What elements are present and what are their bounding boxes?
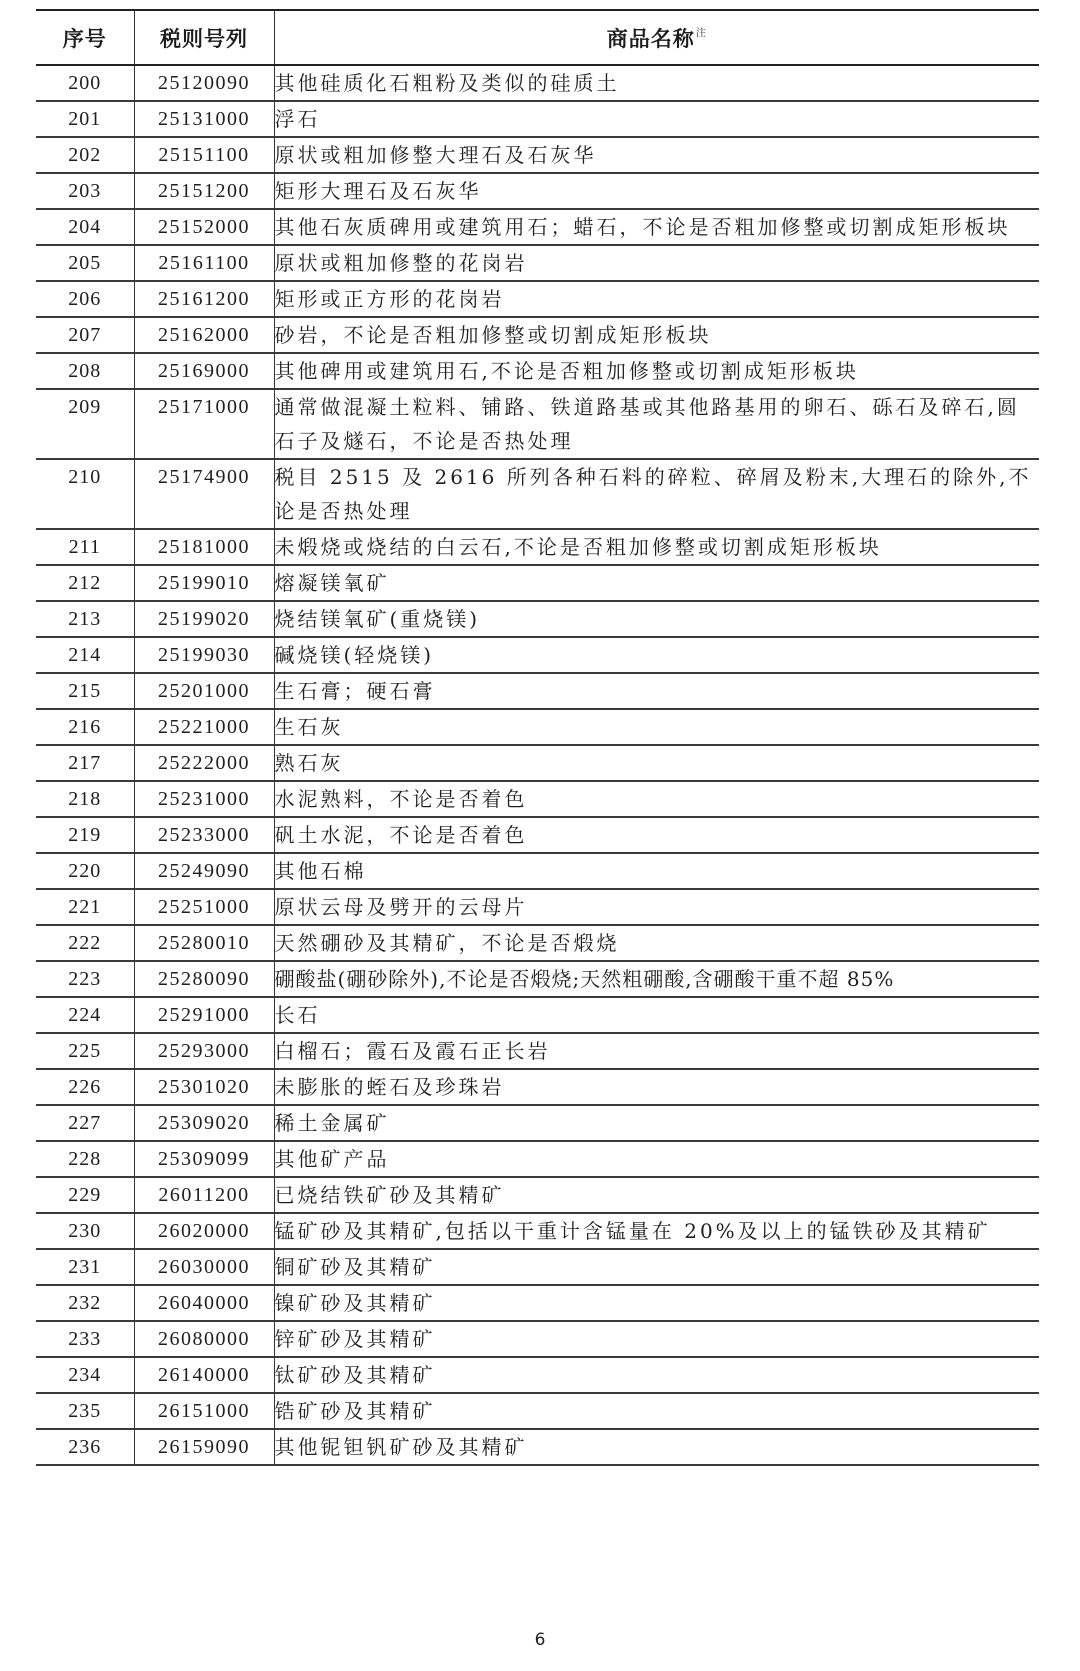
- table-row: [36, 245, 1039, 281]
- name-cell: 锰矿砂及其精矿,包括以干重计含锰量在 20%及以上的锰铁砂及其精矿: [274, 1213, 1039, 1249]
- name-cell: 铜矿砂及其精矿: [274, 1249, 1039, 1285]
- name-cell: 其他石灰质碑用或建筑用石；蜡石，不论是否粗加修整或切割成矩形板块: [274, 209, 1039, 245]
- page-number: 6: [534, 1630, 546, 1650]
- seq-cell: 215: [36, 673, 134, 709]
- code-cell: 26030000: [134, 1249, 274, 1285]
- code-cell: 26020000: [134, 1213, 274, 1249]
- table-row: [36, 1393, 1039, 1429]
- table-row: [36, 65, 1039, 101]
- name-cell: 稀土金属矿: [274, 1105, 1039, 1141]
- seq-cell: 204: [36, 209, 134, 245]
- table-row: [36, 209, 1039, 245]
- table-row: [36, 709, 1039, 745]
- table-header-row: [36, 10, 1039, 65]
- seq-cell: 224: [36, 997, 134, 1033]
- seq-cell: 230: [36, 1213, 134, 1249]
- code-cell: 25233000: [134, 817, 274, 853]
- name-cell: 长石: [274, 997, 1039, 1033]
- seq-cell: 207: [36, 317, 134, 353]
- name-cell: 天然硼砂及其精矿，不论是否煅烧: [274, 925, 1039, 961]
- name-cell: 熟石灰: [274, 745, 1039, 781]
- code-cell: 25280010: [134, 925, 274, 961]
- name-cell: 镍矿砂及其精矿: [274, 1285, 1039, 1321]
- header-name: [274, 10, 1039, 65]
- table-row: [36, 353, 1039, 389]
- seq-cell: 217: [36, 745, 134, 781]
- code-cell: 25152000: [134, 209, 274, 245]
- code-cell: 25293000: [134, 1033, 274, 1069]
- seq-cell: 216: [36, 709, 134, 745]
- name-cell: 其他矿产品: [274, 1141, 1039, 1177]
- code-cell: 26040000: [134, 1285, 274, 1321]
- code-cell: 26159090: [134, 1429, 274, 1465]
- name-cell: 硼酸盐(硼砂除外),不论是否煅烧;天然粗硼酸,含硼酸干重不超 85%: [274, 961, 1039, 997]
- code-cell: 25231000: [134, 781, 274, 817]
- header-code: [134, 10, 274, 65]
- name-cell: 其他铌钽钒矿砂及其精矿: [274, 1429, 1039, 1465]
- seq-cell: 206: [36, 281, 134, 317]
- table-row: [36, 1321, 1039, 1357]
- code-cell: 25199020: [134, 601, 274, 637]
- name-cell: 矩形大理石及石灰华: [274, 173, 1039, 209]
- code-cell: 25162000: [134, 317, 274, 353]
- seq-cell: 221: [36, 889, 134, 925]
- table-row: [36, 745, 1039, 781]
- name-cell: 原状或粗加修整大理石及石灰华: [274, 137, 1039, 173]
- code-cell: 26080000: [134, 1321, 274, 1357]
- seq-cell: 226: [36, 1069, 134, 1105]
- name-cell: 税目 2515 及 2616 所列各种石料的碎粒、碎屑及粉末,大理石的除外,不论是否热处理: [274, 459, 1039, 529]
- table-row: [36, 997, 1039, 1033]
- code-cell: 25309020: [134, 1105, 274, 1141]
- name-cell: 水泥熟料，不论是否着色: [274, 781, 1039, 817]
- code-cell: 26011200: [134, 1177, 274, 1213]
- seq-cell: 212: [36, 565, 134, 601]
- table-body: [36, 65, 1039, 1465]
- code-cell: 25199010: [134, 565, 274, 601]
- code-cell: 25249090: [134, 853, 274, 889]
- seq-cell: 225: [36, 1033, 134, 1069]
- seq-cell: 232: [36, 1285, 134, 1321]
- code-cell: 25151100: [134, 137, 274, 173]
- table-row: [36, 281, 1039, 317]
- table-row: [36, 673, 1039, 709]
- seq-cell: 233: [36, 1321, 134, 1357]
- table-row: [36, 1033, 1039, 1069]
- table-row: [36, 961, 1039, 997]
- table-row: [36, 565, 1039, 601]
- seq-cell: 227: [36, 1105, 134, 1141]
- code-cell: 25161100: [134, 245, 274, 281]
- seq-cell: 208: [36, 353, 134, 389]
- name-cell: 熔凝镁氧矿: [274, 565, 1039, 601]
- seq-cell: 200: [36, 65, 134, 101]
- code-cell: 25181000: [134, 529, 274, 565]
- seq-cell: 203: [36, 173, 134, 209]
- name-cell: 碱烧镁(轻烧镁): [274, 637, 1039, 673]
- code-cell: 25291000: [134, 997, 274, 1033]
- code-cell: 25251000: [134, 889, 274, 925]
- seq-cell: 211: [36, 529, 134, 565]
- seq-cell: 229: [36, 1177, 134, 1213]
- name-cell: 未煅烧或烧结的白云石,不论是否粗加修整或切割成矩形板块: [274, 529, 1039, 565]
- table-row: [36, 925, 1039, 961]
- name-cell: 原状云母及劈开的云母片: [274, 889, 1039, 925]
- name-cell: 其他碑用或建筑用石,不论是否粗加修整或切割成矩形板块: [274, 353, 1039, 389]
- seq-cell: 231: [36, 1249, 134, 1285]
- table-row: [36, 1429, 1039, 1465]
- code-cell: 25169000: [134, 353, 274, 389]
- table-row: [36, 529, 1039, 565]
- code-cell: 25309099: [134, 1141, 274, 1177]
- code-cell: 25161200: [134, 281, 274, 317]
- table-row: [36, 781, 1039, 817]
- name-cell: 钛矿砂及其精矿: [274, 1357, 1039, 1393]
- header-name-note: 注: [695, 27, 707, 39]
- header-seq: [36, 10, 134, 65]
- name-cell: 生石灰: [274, 709, 1039, 745]
- table-row: [36, 1249, 1039, 1285]
- header-seq-label: 序号: [62, 26, 107, 51]
- code-cell: 25280090: [134, 961, 274, 997]
- seq-cell: 201: [36, 101, 134, 137]
- seq-cell: 235: [36, 1393, 134, 1429]
- seq-cell: 219: [36, 817, 134, 853]
- tariff-table: [36, 9, 1039, 1466]
- table-row: [36, 889, 1039, 925]
- code-cell: 25221000: [134, 709, 274, 745]
- name-cell: 矩形或正方形的花岗岩: [274, 281, 1039, 317]
- seq-cell: 218: [36, 781, 134, 817]
- table-row: [36, 1213, 1039, 1249]
- name-cell: 锌矿砂及其精矿: [274, 1321, 1039, 1357]
- name-cell: 已烧结铁矿砂及其精矿: [274, 1177, 1039, 1213]
- seq-cell: 223: [36, 961, 134, 997]
- name-cell: 矾土水泥，不论是否着色: [274, 817, 1039, 853]
- header-code-label: 税则号列: [160, 26, 248, 51]
- seq-cell: 210: [36, 459, 134, 529]
- seq-cell: 205: [36, 245, 134, 281]
- table-row: [36, 1141, 1039, 1177]
- seq-cell: 213: [36, 601, 134, 637]
- name-cell: 白榴石；霞石及霞石正长岩: [274, 1033, 1039, 1069]
- seq-cell: 228: [36, 1141, 134, 1177]
- code-cell: 25201000: [134, 673, 274, 709]
- seq-cell: 236: [36, 1429, 134, 1465]
- name-cell: 通常做混凝土粒料、铺路、铁道路基或其他路基用的卵石、砾石及碎石,圆石子及燧石，不论是否热处理: [274, 389, 1039, 459]
- table-row: [36, 459, 1039, 529]
- code-cell: 25174900: [134, 459, 274, 529]
- seq-cell: 220: [36, 853, 134, 889]
- name-cell: 未膨胀的蛭石及珍珠岩: [274, 1069, 1039, 1105]
- table-row: [36, 1357, 1039, 1393]
- seq-cell: 214: [36, 637, 134, 673]
- table-row: [36, 1105, 1039, 1141]
- code-cell: 25120090: [134, 65, 274, 101]
- name-cell: 烧结镁氧矿(重烧镁): [274, 601, 1039, 637]
- table-row: [36, 101, 1039, 137]
- table-row: [36, 389, 1039, 459]
- table-row: [36, 637, 1039, 673]
- table-row: [36, 1285, 1039, 1321]
- table-row: [36, 853, 1039, 889]
- seq-cell: 209: [36, 389, 134, 459]
- name-cell: 浮石: [274, 101, 1039, 137]
- name-cell: 其他石棉: [274, 853, 1039, 889]
- table-row: [36, 1177, 1039, 1213]
- table-row: [36, 817, 1039, 853]
- table-row: [36, 601, 1039, 637]
- seq-cell: 222: [36, 925, 134, 961]
- name-cell: 锆矿砂及其精矿: [274, 1393, 1039, 1429]
- name-cell: 原状或粗加修整的花岗岩: [274, 245, 1039, 281]
- name-cell: 砂岩，不论是否粗加修整或切割成矩形板块: [274, 317, 1039, 353]
- table-row: [36, 317, 1039, 353]
- seq-cell: 202: [36, 137, 134, 173]
- code-cell: 26151000: [134, 1393, 274, 1429]
- header-name-label: 商品名称: [606, 26, 695, 51]
- name-cell: 生石膏；硬石膏: [274, 673, 1039, 709]
- name-cell: 其他硅质化石粗粉及类似的硅质土: [274, 65, 1039, 101]
- seq-cell: 234: [36, 1357, 134, 1393]
- code-cell: 25199030: [134, 637, 274, 673]
- code-cell: 25131000: [134, 101, 274, 137]
- code-cell: 26140000: [134, 1357, 274, 1393]
- table-row: [36, 1069, 1039, 1105]
- code-cell: 25171000: [134, 389, 274, 459]
- code-cell: 25222000: [134, 745, 274, 781]
- table-row: [36, 173, 1039, 209]
- code-cell: 25151200: [134, 173, 274, 209]
- code-cell: 25301020: [134, 1069, 274, 1105]
- table-row: [36, 137, 1039, 173]
